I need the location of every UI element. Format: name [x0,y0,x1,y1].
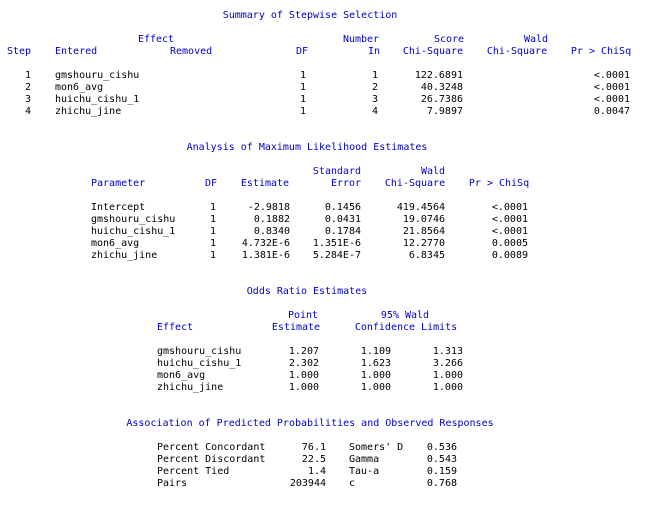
stepwise-row-number-in: 1 [371,70,378,81]
stepwise-row-score: 122.6891 [414,70,463,81]
mle-row-p: 0.0005 [491,238,528,249]
mle-header-wald-bottom: Chi-Square [384,178,446,189]
association-row-stat: Gamma [349,454,380,465]
odds-row-point: 1.000 [288,382,319,393]
stepwise-row-p: <.0001 [593,82,630,93]
stepwise-row-p: 0.0047 [593,106,630,117]
stepwise-row-df: 1 [299,106,306,117]
association-row-label: Pairs [157,478,188,489]
odds-row-effect: huichu_cishu_1 [157,358,242,369]
stepwise-row-entered: huichu_cishu_1 [55,94,140,105]
stepwise-header-df: DF [295,46,309,57]
odds-header-point-top: Point [287,310,319,321]
stepwise-row-number-in: 4 [371,106,378,117]
mle-row-estimate: 0.1882 [253,214,290,225]
stepwise-row-entered: gmshouru_cishu [55,70,140,81]
stepwise-title: Summary of Stepwise Selection [222,10,398,21]
association-row-stat-value: 0.543 [426,454,457,465]
mle-header-parameter: Parameter [91,178,146,189]
odds-row-upper: 1.000 [432,370,463,381]
stepwise-row-step: 4 [24,106,31,117]
mle-row-chi: 6.8345 [408,250,445,261]
mle-row-param: huichu_cishu_1 [91,226,176,237]
association-row-stat-value: 0.159 [426,466,457,477]
stepwise-header-score-bottom: Chi-Square [402,46,464,57]
mle-header-estimate: Estimate [240,178,290,189]
odds-row-lower: 1.000 [360,382,391,393]
association-row-value: 1.4 [307,466,326,477]
stepwise-row-df: 1 [299,70,306,81]
association-title: Association of Predicted Probabilities and Observed Responses [126,418,494,429]
mle-row-chi: 21.8564 [402,226,445,237]
stepwise-header-wald-top: Wald [523,34,549,45]
mle-row-param: Intercept [91,202,146,213]
stepwise-header-removed: Removed [170,46,213,57]
mle-row-chi: 19.0746 [402,214,445,225]
stepwise-header-number-top: Number [342,34,380,45]
association-row-label: Percent Tied [157,466,230,477]
stepwise-row-step: 1 [24,70,31,81]
association-row-stat-value: 0.536 [426,442,457,453]
mle-header-se-bottom: Error [330,178,362,189]
association-row-value: 76.1 [301,442,326,453]
stepwise-header-pr: Pr > ChiSq [570,46,632,57]
odds-row-point: 2.302 [288,358,319,369]
mle-row-se: 0.0431 [324,214,361,225]
mle-row-param: zhichu_jine [91,250,158,261]
mle-header-se-top: Standard [312,166,362,177]
stepwise-row-p: <.0001 [593,94,630,105]
stepwise-row-df: 1 [299,94,306,105]
mle-header-df: DF [204,178,218,189]
mle-row-estimate: 4.732E-6 [241,238,290,249]
stepwise-header-wald-bottom: Chi-Square [486,46,548,57]
stepwise-header-effect: Effect [137,34,175,45]
mle-header-pr: Pr > ChiSq [468,178,530,189]
odds-row-upper: 3.266 [432,358,463,369]
stepwise-row-number-in: 3 [371,94,378,105]
odds-row-lower: 1.000 [360,370,391,381]
mle-row-estimate: 0.8340 [253,226,290,237]
mle-row-p: 0.0089 [491,250,528,261]
odds-row-effect: zhichu_jine [157,382,224,393]
stepwise-row-step: 3 [24,94,31,105]
odds-header-ci-top: 95% Wald [380,310,430,321]
mle-row-estimate: 1.381E-6 [241,250,290,261]
stepwise-header-number-bottom: In [367,46,381,57]
association-row-stat-value: 0.768 [426,478,457,489]
association-row-stat: Tau-a [349,466,380,477]
mle-row-se: 5.284E-7 [312,250,361,261]
mle-row-chi: 419.4564 [396,202,445,213]
mle-row-se: 0.1456 [324,202,361,213]
mle-row-p: <.0001 [491,214,528,225]
stepwise-row-entered: mon6_avg [55,82,104,93]
stepwise-header-step: Step [6,46,32,57]
odds-row-effect: mon6_avg [157,370,206,381]
odds-header-point-bottom: Estimate [271,322,321,333]
mle-row-param: mon6_avg [91,238,140,249]
odds-row-effect: gmshouru_cishu [157,346,242,357]
stepwise-row-entered: zhichu_jine [55,106,122,117]
odds-title: Odds Ratio Estimates [246,286,368,297]
stepwise-row-p: <.0001 [593,70,630,81]
stepwise-row-df: 1 [299,82,306,93]
mle-row-param: gmshouru_cishu [91,214,176,225]
mle-row-df: 1 [209,226,216,237]
stepwise-row-score: 26.7386 [420,94,463,105]
mle-row-p: <.0001 [491,226,528,237]
odds-row-upper: 1.313 [432,346,463,357]
mle-row-se: 1.351E-6 [312,238,361,249]
mle-row-df: 1 [209,202,216,213]
mle-row-df: 1 [209,250,216,261]
mle-row-df: 1 [209,238,216,249]
odds-header-effect: Effect [157,322,194,333]
stepwise-header-entered: Entered [55,46,98,57]
mle-title: Analysis of Maximum Likelihood Estimates [186,142,428,153]
association-row-stat: c [349,478,356,489]
association-row-label: Percent Concordant [157,442,266,453]
odds-row-point: 1.207 [288,346,319,357]
odds-row-point: 1.000 [288,370,319,381]
stepwise-row-number-in: 2 [371,82,378,93]
odds-row-lower: 1.623 [360,358,391,369]
odds-row-upper: 1.000 [432,382,463,393]
association-row-value: 22.5 [301,454,326,465]
stepwise-row-score: 7.9897 [426,106,463,117]
association-row-stat: Somers' D [349,442,404,453]
association-row-label: Percent Discordant [157,454,266,465]
mle-row-df: 1 [209,214,216,225]
association-row-value: 203944 [289,478,326,489]
mle-row-chi: 12.2770 [402,238,445,249]
odds-row-lower: 1.109 [360,346,391,357]
mle-header-wald-top: Wald [420,166,446,177]
stepwise-header-score-top: Score [433,34,465,45]
mle-row-p: <.0001 [491,202,528,213]
odds-header-ci-bottom: Confidence Limits [354,322,458,333]
stepwise-row-score: 40.3248 [420,82,463,93]
mle-row-estimate: -2.9818 [247,202,290,213]
mle-row-se: 0.1784 [324,226,361,237]
stepwise-row-step: 2 [24,82,31,93]
